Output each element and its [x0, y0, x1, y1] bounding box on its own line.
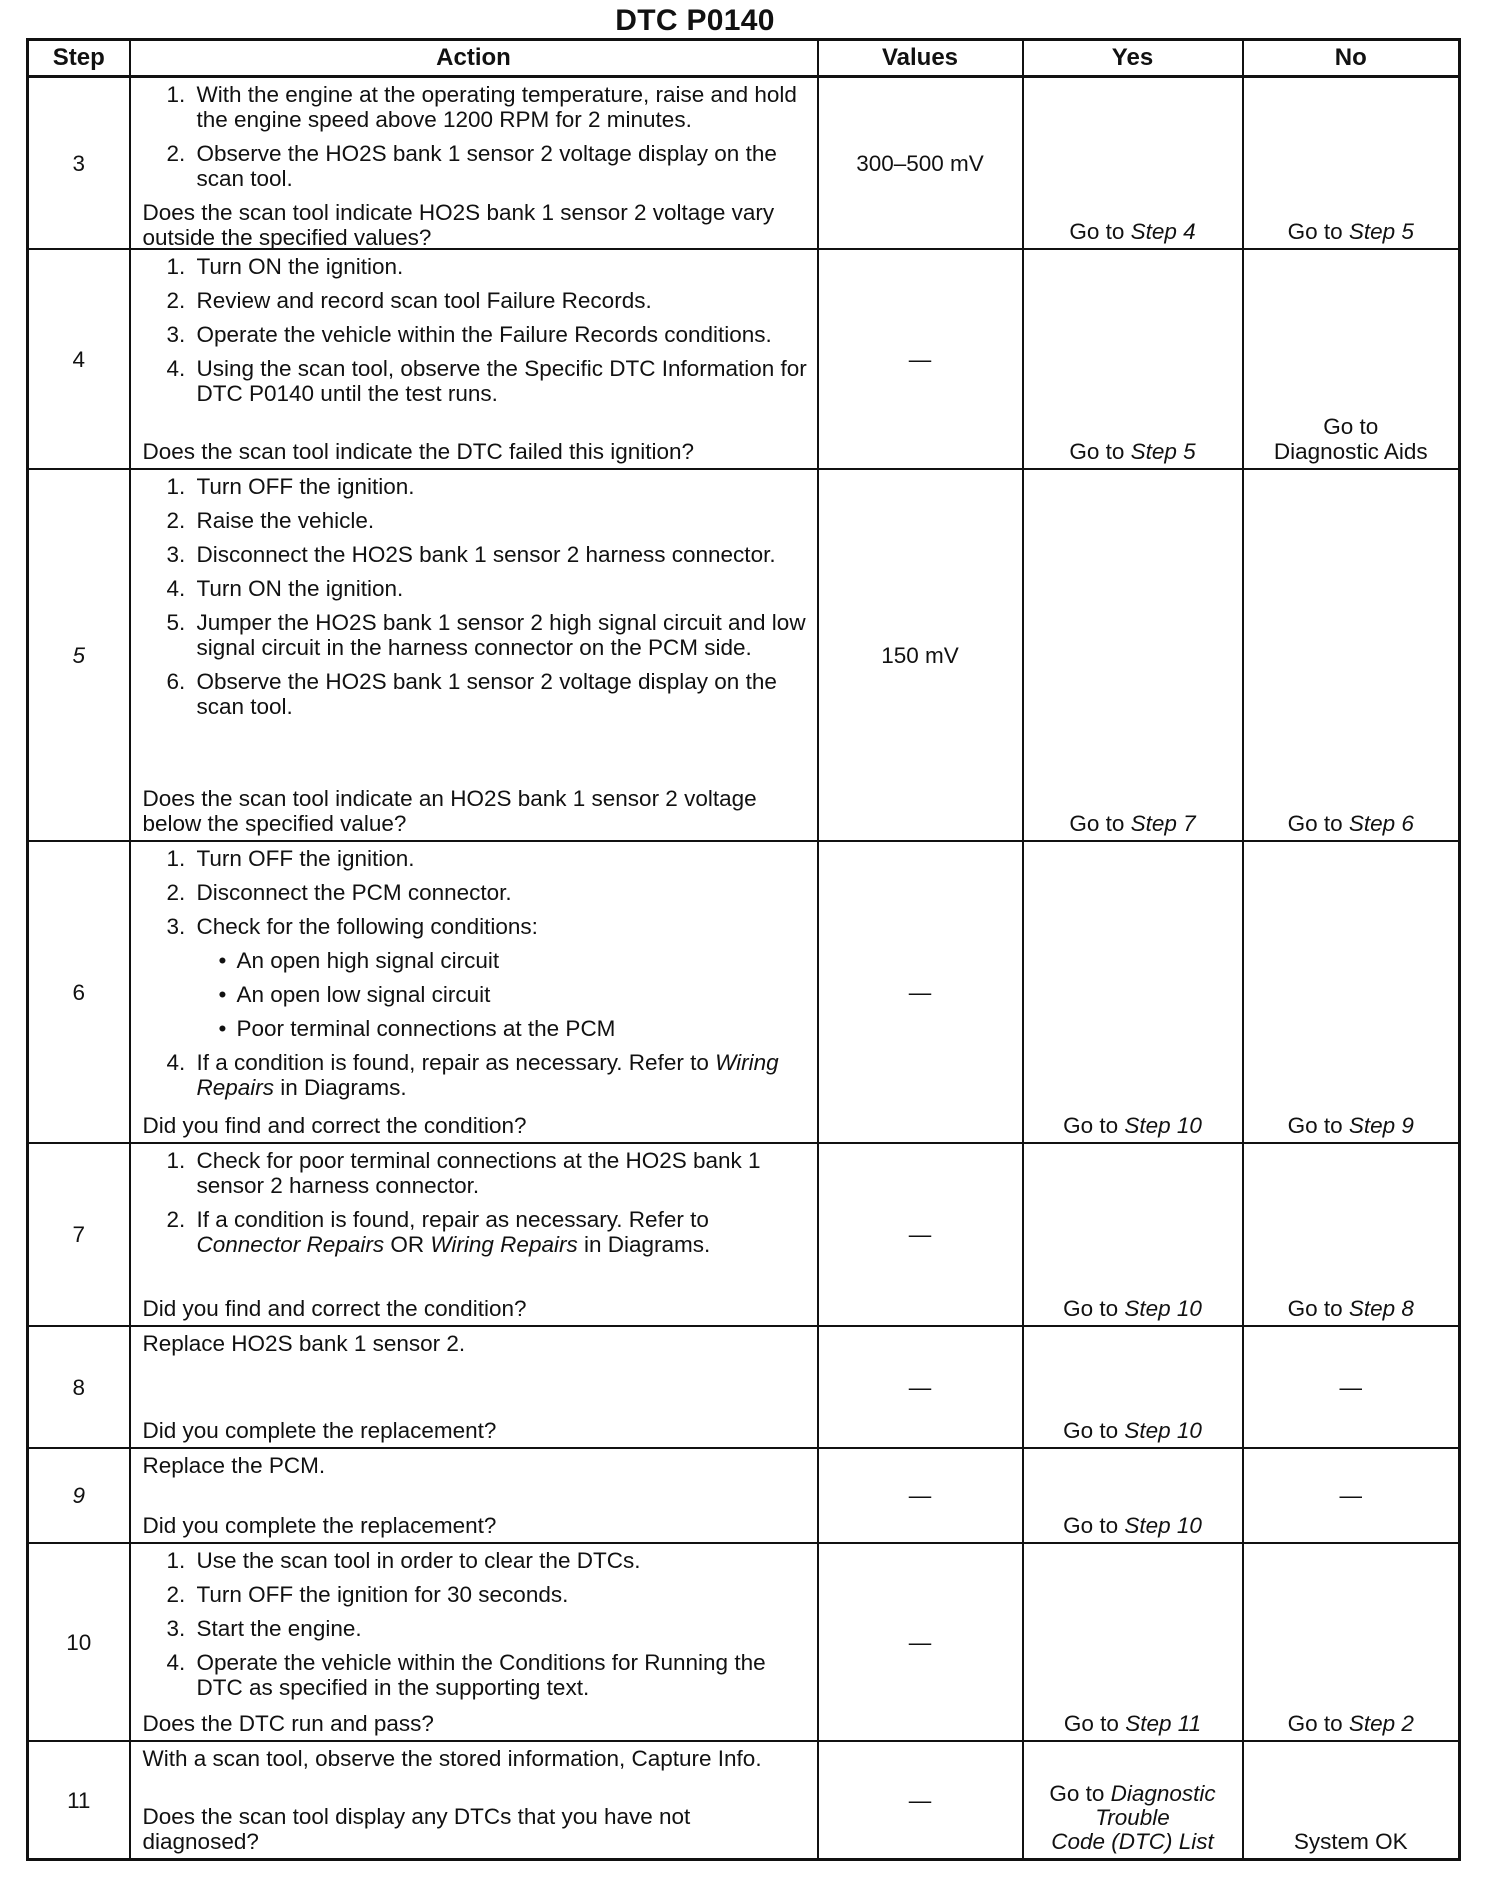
action-cell — [130, 1448, 818, 1543]
yes-cell: Go to Step 10 — [1023, 1326, 1243, 1448]
list-item: 2. Observe the HO2S bank 1 sensor 2 voltage display on the scan tool. — [166, 141, 777, 191]
yes-cell: Go to Step 10 — [1023, 1143, 1243, 1326]
values-cell: 150 mV — [818, 469, 1023, 841]
action-cell — [130, 249, 818, 469]
table-row — [28, 841, 1460, 1143]
list-item: 2. Raise the vehicle. — [166, 508, 375, 533]
list-item: 1. Turn ON the ignition. — [166, 254, 404, 279]
question-text: Does the DTC run and pass? — [142, 1711, 434, 1736]
table-row — [28, 469, 1460, 841]
list-item: 3. Disconnect the HO2S bank 1 sensor 2 harness connector. — [166, 542, 776, 567]
no-cell: Go to Step 8 — [1243, 1143, 1460, 1326]
action-cell — [130, 1543, 818, 1741]
table-row — [28, 249, 1460, 469]
header-action: Action — [130, 40, 818, 77]
table-row — [28, 1543, 1460, 1741]
values-cell: — — [818, 1143, 1023, 1326]
action-cell — [130, 77, 818, 250]
header-row — [28, 40, 1460, 77]
action-text: Replace HO2S bank 1 sensor 2. — [142, 1331, 466, 1356]
list-item: 6. Observe the HO2S bank 1 sensor 2 voltage display on the scan tool. — [166, 669, 777, 719]
list-item: 2. Turn OFF the ignition for 30 seconds. — [166, 1582, 569, 1607]
bullet-item: • Poor terminal connections at the PCM — [218, 1016, 616, 1041]
no-cell: Go to Step 6 — [1243, 469, 1460, 841]
action-cell — [130, 1741, 818, 1860]
question-text: Did you complete the replacement? — [142, 1418, 497, 1443]
step-number: 7 — [28, 1143, 130, 1326]
question-text: Did you find and correct the condition? — [142, 1113, 527, 1138]
no-cell: — — [1243, 1326, 1460, 1448]
values-cell: — — [818, 1543, 1023, 1741]
no-cell: Go to Step 2 — [1243, 1543, 1460, 1741]
list-item: 2. Review and record scan tool Failure Records. — [166, 288, 652, 313]
question-text: Did you find and correct the condition? — [142, 1296, 527, 1321]
table-row — [28, 1326, 1460, 1448]
list-item: 1. Turn OFF the ignition. — [166, 474, 415, 499]
no-cell: System OK — [1243, 1741, 1460, 1860]
action-text: Replace the PCM. — [142, 1453, 326, 1478]
yes-cell: Go to Step 10 — [1023, 1448, 1243, 1543]
table-row — [28, 77, 1460, 250]
values-cell: — — [818, 1741, 1023, 1860]
no-cell: — — [1243, 1448, 1460, 1543]
question-text: Did you complete the replacement? — [142, 1513, 497, 1538]
yes-cell: Go to Step 7 — [1023, 469, 1243, 841]
step-number: 5 — [28, 469, 130, 841]
step-number: 9 — [28, 1448, 130, 1543]
no-cell: Go to Step 5 — [1243, 77, 1460, 250]
header-no: No — [1243, 40, 1460, 77]
step-number: 11 — [28, 1741, 130, 1860]
table-row — [28, 1143, 1460, 1326]
question-text: Does the scan tool indicate the DTC failed this ignition? — [142, 439, 695, 464]
list-item: 4. Operate the vehicle within the Conditions for Running the DTC as specified in the supporting text. — [166, 1650, 766, 1700]
values-cell: — — [818, 249, 1023, 469]
action-cell — [130, 1326, 818, 1448]
list-item: 2. Disconnect the PCM connector. — [166, 880, 512, 905]
list-item: 3. Operate the vehicle within the Failure Records conditions. — [166, 322, 772, 347]
values-cell: — — [818, 1326, 1023, 1448]
list-item: 5. Jumper the HO2S bank 1 sensor 2 high signal circuit and low signal circuit in the harness connector on the PCM side. — [166, 610, 806, 660]
list-item: 4. Using the scan tool, observe the Specific DTC Information for DTC P0140 until the test runs. — [166, 356, 807, 406]
list-item: 2. If a condition is found, repair as necessary. Refer to Connector Repairs OR Wiring Repairs in Diagrams. — [166, 1207, 711, 1257]
list-item: 3. Check for the following conditions: — [166, 914, 538, 939]
values-cell: 300–500 mV — [818, 77, 1023, 250]
yes-cell: Go to Step 11 — [1023, 1543, 1243, 1741]
action-cell — [130, 1143, 818, 1326]
header-yes: Yes — [1023, 40, 1243, 77]
question-text: Does the scan tool indicate an HO2S bank 1 sensor 2 voltage below the specified value? — [142, 786, 757, 836]
header-values: Values — [818, 40, 1023, 77]
values-cell: — — [818, 841, 1023, 1143]
list-item: 1. Use the scan tool in order to clear the DTCs. — [166, 1548, 641, 1573]
yes-cell: Go to Step 4 — [1023, 77, 1243, 250]
step-number: 6 — [28, 841, 130, 1143]
bullet-item: • An open low signal circuit — [218, 982, 491, 1007]
step-number: 10 — [28, 1543, 130, 1741]
yes-cell: Go to Step 10 — [1023, 841, 1243, 1143]
table-row — [28, 1741, 1460, 1860]
no-cell: Go to Diagnostic Aids — [1243, 249, 1460, 469]
table-row — [28, 1448, 1460, 1543]
list-item: 3. Start the engine. — [166, 1616, 362, 1641]
header-step: Step — [28, 40, 130, 77]
connector-repairs-ref: Connector Repairs — [196, 1232, 385, 1257]
wiring-repairs-ref: Wiring Repairs — [196, 1050, 779, 1100]
step-number: 4 — [28, 249, 130, 469]
page-title: DTC P0140 — [615, 4, 775, 37]
step-number: 8 — [28, 1326, 130, 1448]
bullet-item: • An open high signal circuit — [218, 948, 500, 973]
no-cell: Go to Step 9 — [1243, 841, 1460, 1143]
action-text: With a scan tool, observe the stored information, Capture Info. — [142, 1746, 762, 1771]
values-cell: — — [818, 1448, 1023, 1543]
question-text: Does the scan tool display any DTCs that you have not diagnosed? — [142, 1804, 691, 1854]
question-text: Does the scan tool indicate HO2S bank 1 sensor 2 voltage vary outside the specified values? — [142, 200, 775, 250]
wiring-repairs-ref: Wiring Repairs — [430, 1232, 578, 1257]
action-cell — [130, 469, 818, 841]
yes-cell: Go to Diagnostic Trouble Code (DTC) List — [1023, 1741, 1243, 1860]
list-item: 4. Turn ON the ignition. — [166, 576, 404, 601]
list-item: 1. Check for poor terminal connections at the HO2S bank 1 sensor 2 harness connector. — [166, 1148, 761, 1198]
action-cell — [130, 841, 818, 1143]
list-item: 1. With the engine at the operating temperature, raise and hold the engine speed above 1200 RPM for 2 minutes. — [166, 82, 797, 132]
list-item: 4. If a condition is found, repair as necessary. Refer to Wiring Repairs in Diagrams. — [166, 1050, 779, 1100]
diagnostic-table — [26, 38, 1461, 1861]
yes-cell: Go to Step 5 — [1023, 249, 1243, 469]
step-number: 3 — [28, 77, 130, 250]
list-item: 1. Turn OFF the ignition. — [166, 846, 415, 871]
